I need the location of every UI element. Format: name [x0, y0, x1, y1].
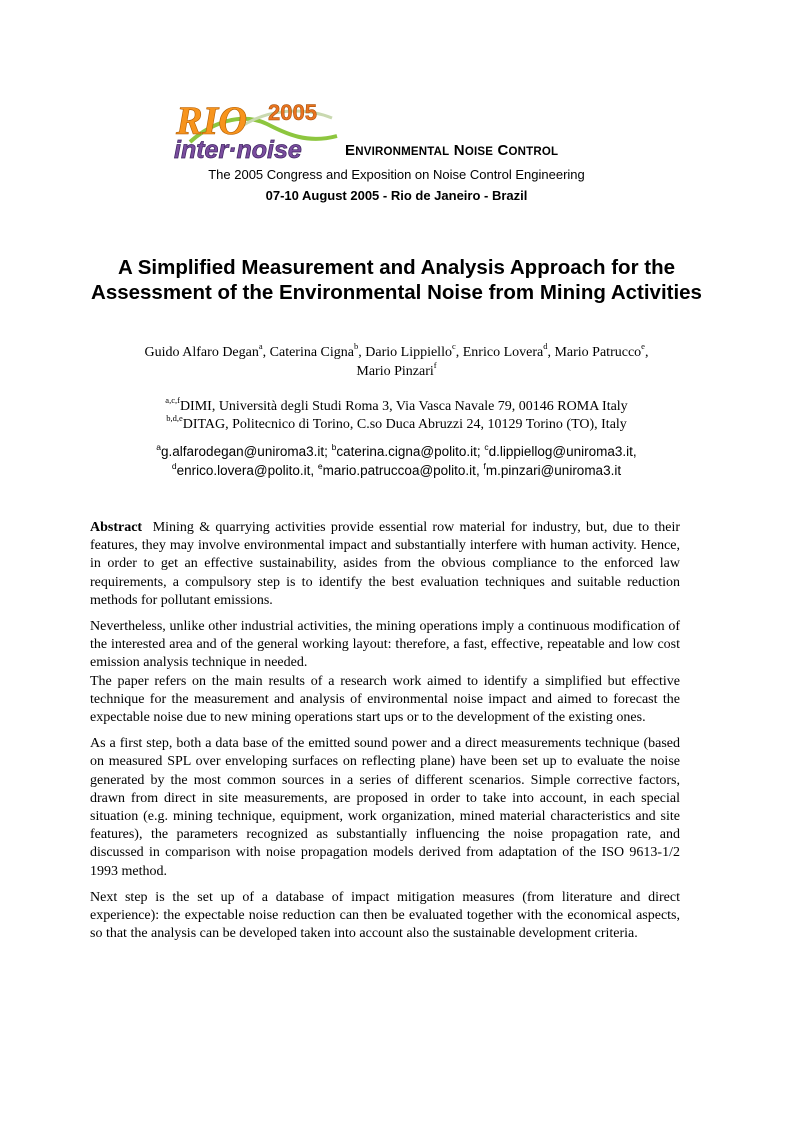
email-address[interactable]: m.pinzari@uniroma3.it	[485, 463, 622, 478]
logo-rio-text: RIO	[176, 98, 248, 143]
email-address[interactable]: mario.patruccoa@polito.it	[322, 463, 476, 478]
conference-date-location: 07-10 August 2005 - Rio de Janeiro - Brazil	[265, 188, 528, 203]
paper-title: A Simplified Measurement and Analysis Approach for the Assessment of the Environmental Noise from Mining Activities	[91, 256, 702, 304]
affiliation-line	[90, 413, 703, 434]
abstract-label: Abstract	[90, 520, 143, 535]
email-marker: c	[484, 441, 489, 452]
author-affiliation-marker: b	[354, 341, 359, 352]
email-list: $^a$g.alfarodegan@uniroma3.it; $^b$caterina.cigna@polito.it; $^c$d.lippiellog@uniroma3.it, $^d$enrico.lovera@polito.it, $^e$mario.patruccoa@polito.it, $^f$m.pinzari@uniroma3.it	[156, 441, 637, 478]
logo-internoise-text: inter·noise	[174, 136, 302, 164]
abstract-paragraph-1: Abstract Mining & quarrying activities provide essential row material for industry, but, due to their features, they may involve environmental impact and substantially interfere with human activity. Hence, in order to get an effective sustainability, asides from the obvious compliance to the enforced law requirements, a compulsory step is to identify the best evaluation techniques and suitable reduction methods for pollutant emissions.	[90, 520, 681, 608]
author-affiliation-marker: d	[543, 341, 548, 352]
author-name: Dario Lippiello	[365, 345, 452, 360]
author-name: Mario Patrucco	[554, 345, 642, 360]
author-list: Guido Alfaro Degan$^a$, Caterina Cigna$^b$, Dario Lippiello$^c$, Enrico Lovera$^d$, Mario Patrucco$^e$, Mario Pinzari$^f$	[144, 341, 649, 379]
affiliation-text: DITAG, Politecnico di Torino, C.so Duca Abruzzi 24, 10129 Torino (TO), Italy	[182, 417, 627, 432]
author-name: Caterina Cigna	[269, 345, 355, 360]
abstract-paragraph-2: Nevertheless, unlike other industrial activities, the mining operations imply a continuous modification of the interested area and of the general working layout: therefore, a fast, effective, repeatable and low cost emission analysis technique in needed.	[90, 619, 680, 671]
email-address[interactable]: caterina.cigna@polito.it	[336, 444, 477, 459]
email-marker: d	[171, 460, 177, 471]
author-affiliation-marker: a	[258, 341, 263, 352]
author-affiliation-marker: e	[641, 341, 645, 352]
email-address[interactable]: enrico.lovera@polito.it	[176, 463, 311, 478]
email-marker: b	[331, 441, 337, 452]
author-name: Mario Pinzari	[356, 364, 434, 379]
affiliations	[90, 395, 703, 434]
conference-name: ENVIRONMENTAL NOISE CONTROL	[345, 142, 559, 159]
author-name: Guido Alfaro Degan	[144, 345, 259, 360]
abstract-body	[90, 519, 680, 951]
author-affiliation-marker: c	[451, 341, 456, 352]
author-name: Enrico Lovera	[462, 345, 544, 360]
email-address[interactable]: d.lippiellog@uniroma3.it	[488, 444, 633, 459]
author-affiliation-marker: f	[433, 360, 437, 371]
abstract-paragraph-3: The paper refers on the main results of a research work aimed to identify a simplified but effective technique for the measurement and analysis of environmental noise impact and aimed to forecast the expectable noise due to new mining operations start ups or to the development of the existing ones.	[90, 673, 680, 726]
abstract-paragraph-5: Next step is the set up of a database of impact mitigation measures (from literature and direct experience): the expectable noise reduction can then be evaluated together with the economical aspects, so that the analysis can be developed taken into account also the sustainable development criteria.	[90, 889, 680, 942]
logo-year-text: 2005	[268, 100, 317, 125]
email-marker: f	[483, 460, 486, 471]
email-marker: a	[156, 441, 162, 452]
abstract-paragraph-4: As a first step, both a data base of the emitted sound power and a direct measurements technique (based on measured SPL over enveloping surfaces on reflecting plane) have been set up to evaluate the noise generated by the most common sources in a series of different scenarios. Simple corrective factors, drawn from direct in site measurements, are proposed in order to take into account, in each special situation (e.g. mining technique, equipment, work organization, mined material characteristics and site features), the parameters recognized as substantially influencing the noise propagation rate, and discussed in comparison with noise propagation models derived from adaptation of the ISO 9613-1/2 1993 method.	[90, 736, 680, 879]
affiliation-marker: a,c,f	[165, 395, 180, 406]
conference-subtitle: The 2005 Congress and Exposition on Noise Control Engineering	[208, 167, 585, 182]
affiliation-marker: b,d,e	[166, 413, 183, 424]
email-marker: e	[317, 460, 323, 471]
email-address[interactable]: g.alfarodegan@uniroma3.it	[161, 444, 325, 459]
internoise-rio-2005-logo	[172, 92, 342, 164]
affiliation-text: DIMI, Università degli Studi Roma 3, Via Vasca Navale 79, 00146 ROMA Italy	[179, 399, 628, 414]
